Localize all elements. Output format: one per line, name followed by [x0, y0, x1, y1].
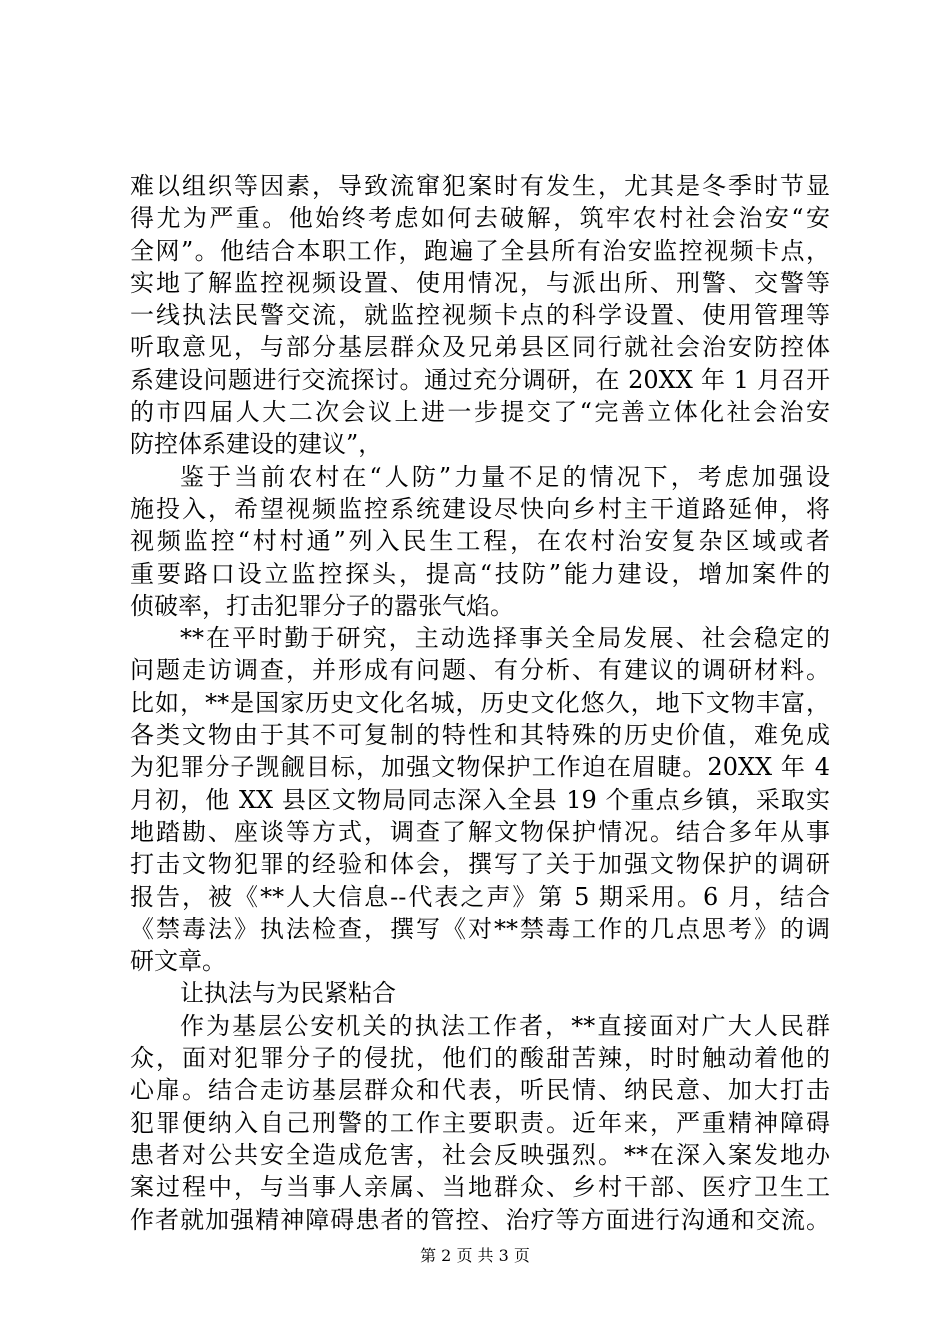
text-line: 众，面对犯罪分子的侵扰，他们的酸甜苦辣，时时触动着他的	[130, 1044, 830, 1073]
text-line: 施投入，希望视频监控系统建设尽快向乡村主干道路延伸，将	[130, 494, 830, 523]
text-line: 系建设问题进行交流探讨。通过充分调研，在 20XX 年 1 月召开	[130, 365, 830, 394]
text-line: 作者就加强精神障碍患者的管控、治疗等方面进行沟通和交流。	[130, 1205, 830, 1234]
text-line: 得尤为严重。他始终考虑如何去破解，筑牢农村社会治安“安	[130, 204, 830, 233]
text-line: 问题走访调查，并形成有问题、有分析、有建议的调研材料。	[130, 656, 830, 685]
text-line: 各类文物由于其不可复制的特性和其特殊的历史价值，难免成	[130, 721, 830, 750]
text-line: 比如，**是国家历史文化名城，历史文化悠久，地下文物丰富，	[130, 688, 830, 717]
text-line: 地踏勘、座谈等方式，调查了解文物保护情况。结合多年从事	[130, 817, 830, 846]
text-line: 报告，被《**人大信息--代表之声》第 5 期采用。6 月，结合	[130, 882, 830, 911]
text-line: 月初，他 XX 县区文物局同志深入全县 19 个重点乡镇，采取实	[130, 785, 830, 814]
text-line: 全网”。他结合本职工作，跑遍了全县所有治安监控视频卡点，	[130, 236, 830, 265]
text-line: **在平时勤于研究，主动选择事关全局发展、社会稳定的	[180, 624, 830, 653]
text-line: 患者对公共安全造成危害，社会反映强烈。**在深入案发地办	[130, 1140, 830, 1169]
text-line: 重要路口设立监控探头，提高“技防”能力建设，增加案件的	[130, 559, 830, 588]
text-line: 为犯罪分子觊觎目标，加强文物保护工作迫在眉睫。20XX 年 4	[130, 753, 830, 782]
text-line: 研文章。	[130, 947, 226, 976]
text-line: 侦破率，打击犯罪分子的嚣张气焰。	[130, 591, 514, 620]
document-body	[130, 170, 830, 1236]
text-line: 鉴于当前农村在“人防”力量不足的情况下，考虑加强设	[180, 462, 830, 491]
text-line: 一线执法民警交流，就监控视频卡点的科学设置、使用管理等	[130, 301, 830, 330]
text-line: 防控体系建设的建议”，	[130, 430, 383, 459]
text-line: 案过程中，与当事人亲属、当地群众、乡村干部、医疗卫生工	[130, 1173, 830, 1202]
text-line: 难以组织等因素，导致流窜犯案时有发生，尤其是冬季时节显	[130, 172, 830, 200]
text-line: 打击文物犯罪的经验和体会，撰写了关于加强文物保护的调研	[130, 850, 830, 879]
text-line: 的市四届人大二次会议上进一步提交了“完善立体化社会治安	[130, 398, 830, 427]
text-line: 实地了解监控视频设置、使用情况，与派出所、刑警、交警等	[130, 268, 830, 297]
text-line: 心扉。结合走访基层群众和代表，听民情、纳民意、加大打击	[130, 1076, 830, 1105]
text-line: 作为基层公安机关的执法工作者，**直接面对广大人民群	[180, 1011, 830, 1040]
text-line: 《禁毒法》执法检查，撰写《对**禁毒工作的几点思考》的调	[130, 914, 830, 943]
text-line: 让执法与为民紧粘合	[180, 979, 396, 1008]
page-footer: 第 2 页 共 3 页	[420, 1246, 530, 1265]
text-line: 犯罪便纳入自己刑警的工作主要职责。近年来，严重精神障碍	[130, 1108, 830, 1137]
text-line: 视频监控“村村通”列入民生工程，在农村治安复杂区域或者	[130, 527, 830, 556]
text-line: 听取意见，与部分基层群众及兄弟县区同行就社会治安防控体	[130, 333, 830, 362]
